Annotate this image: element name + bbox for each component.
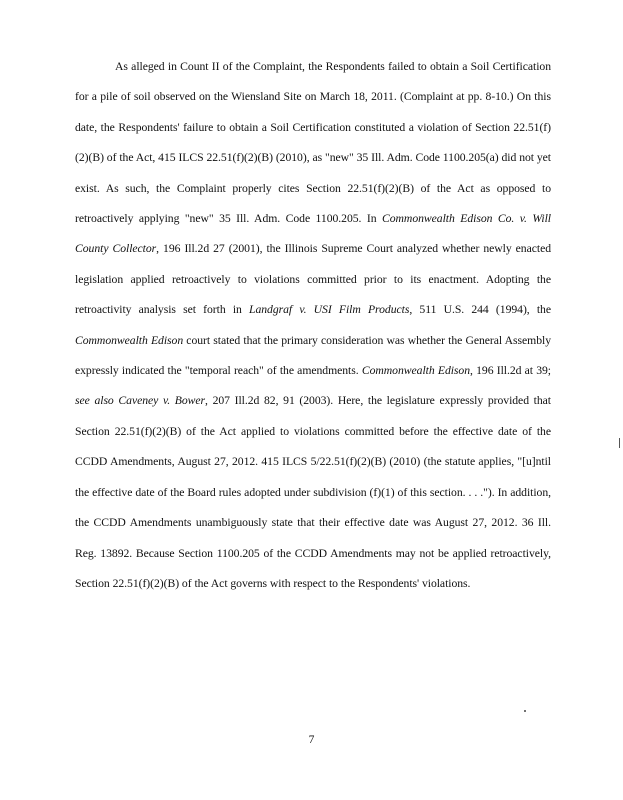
paragraph-text: As alleged in Count II of the Complaint, the Respondents failed to obtain a Soil Certification for a pile of soil observed on the Wiensland Site on March 18, 2011. (Complaint at pp. 8-10.) On this date, the Respondents' failure to obtain a Soil Certification constituted a violation of Section 22.51(f)(2)(B) of the Act, 415 ILCS 22.51(f)(2)(B) (2010), as "new" 35 Ill. Adm. Code 1100.205(a) did not yet exist. As such, the Complaint properly cites Section 22.51(f)(2)(B) of the Act as opposed to retroactively applying "new" 35 Ill. Adm. Code 1100.205. In: [75, 60, 551, 226]
case-citation: see also Caveney v. Bower: [75, 394, 206, 408]
margin-mark: [619, 438, 620, 448]
case-citation: Commonwealth Edison Co. v. Will County Collector: [75, 212, 551, 256]
paragraph-text: court stated that the primary consideration was whether the General Assembly expressly indicated the "temporal reach" of the amendments.: [75, 333, 551, 378]
case-citation: Landgraf v. USI Film Products: [249, 303, 410, 317]
paragraph-text: , 511 U.S. 244 (1994), the: [409, 303, 551, 317]
body-paragraph: [75, 52, 551, 599]
paragraph-text: , 207 Ill.2d 82, 91 (2003). Here, the legislature expressly provided that Section 22.51(f)(2)(B) of the Act applied to violations committed before the effective date of the CCDD Amendments, August 27, 2012. 415 ILCS 5/22.51(f)(2)(B) (2010) (the statute applies, "[u]ntil the effective date of the Board rules adopted under subdivision (f)(1) of this section. . . ."). In addition, the CCDD Amendments unambiguously state that their effective date was August 27, 2012. 36 Ill. Reg. 13892. Because Section 1100.205 of the CCDD Amendments may not be applied retroactively, Section 22.51(f)(2)(B) of the Act governs with respect to the Respondents' violations.: [75, 394, 551, 590]
scan-speck: [524, 710, 526, 712]
case-citation: Commonwealth Edison: [75, 333, 184, 347]
paragraph-text: , 196 Ill.2d 27 (2001), the Illinois Supreme Court analyzed whether newly enacted legislation applied retroactively to violations committed prior to its enactment. Adopting the retroactivity analysis set forth in: [75, 242, 551, 317]
page-number: 7: [308, 734, 315, 746]
case-citation: Commonwealth Edison: [361, 364, 471, 378]
paragraph-text: , 196 Ill.2d at 39;: [470, 364, 552, 378]
